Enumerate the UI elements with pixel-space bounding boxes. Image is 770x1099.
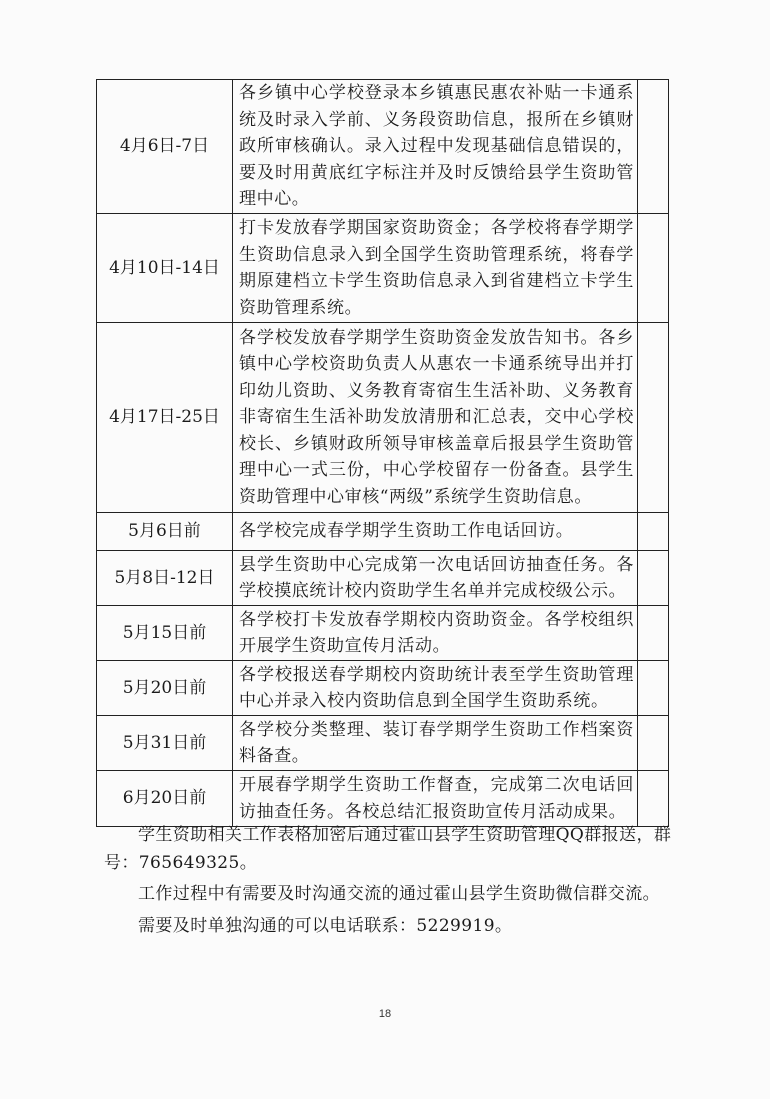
date-cell: 4月17日-25日	[97, 323, 233, 513]
remarks-cell	[638, 513, 669, 551]
date-cell: 5月6日前	[97, 513, 233, 551]
table-row	[97, 513, 669, 551]
task-cell: 县学生资助中心完成第一次电话回访抽查任务。各学校摸底统计校内资助学生名单并完成校级公示。	[233, 551, 638, 606]
footer-notes	[104, 822, 674, 940]
page-number: 18	[378, 1008, 392, 1020]
table-row	[97, 716, 669, 771]
task-cell: 各学校分类整理、装订春学期学生资助工作档案资料备查。	[233, 716, 638, 771]
remarks-cell	[638, 716, 669, 771]
wechat-group-note: 工作过程中有需要及时沟通交流的通过霍山县学生资助微信群交流。	[138, 884, 660, 904]
date-cell: 5月15日前	[97, 606, 233, 661]
remarks-cell	[638, 606, 669, 661]
task-cell: 各学校打卡发放春学期校内资助资金。各学校组织开展学生资助宣传月活动。	[233, 606, 638, 661]
remarks-cell	[638, 551, 669, 606]
table-row	[97, 771, 669, 827]
date-cell: 5月31日前	[97, 716, 233, 771]
task-cell: 各学校发放春学期学生资助资金发放告知书。各乡镇中心学校资助负责人从惠农一卡通系统导出并打印幼儿资助、义务教育寄宿生生活补助、义务教育非寄宿生生活补助发放清册和汇总表，交中心学校校长、乡镇财政所领导审核盖章后报县学生资助管理中心一式三份，中心学校留存一份备查。县学生资助管理中心审核“两级”系统学生资助信息。	[233, 323, 638, 513]
task-cell: 各乡镇中心学校登录本乡镇惠民惠农补贴一卡通系统及时录入学前、义务段资助信息，报所在乡镇财政所审核确认。录入过程中发现基础信息错误的，要及时用黄底红字标注并及时反馈给县学生资助管理中心。	[233, 80, 638, 214]
remarks-cell	[638, 661, 669, 716]
qq-group-note: 学生资助相关工作表格加密后通过霍山县学生资助管理QQ群报送，群号：765649325。	[104, 825, 672, 873]
table-row	[97, 606, 669, 661]
date-cell: 5月20日前	[97, 661, 233, 716]
remarks-cell	[638, 323, 669, 513]
phone-contact-note: 需要及时单独沟通的可以电话联系：5229919。	[138, 915, 513, 936]
date-cell: 4月10日-14日	[97, 214, 233, 323]
remarks-cell	[638, 80, 669, 214]
table-row	[97, 323, 669, 513]
table-row	[97, 80, 669, 214]
task-cell: 开展春学期学生资助工作督查，完成第二次电话回访抽查任务。各校总结汇报资助宣传月活动成果。	[233, 771, 638, 827]
task-cell: 各学校完成春学期学生资助工作电话回访。	[233, 513, 638, 551]
table-row	[97, 551, 669, 606]
remarks-cell	[638, 771, 669, 827]
date-cell: 5月8日-12日	[97, 551, 233, 606]
task-cell: 打卡发放春学期国家资助资金；各学校将春学期学生资助信息录入到全国学生资助管理系统，将春学期原建档立卡学生资助信息录入到省建档立卡学生资助管理系统。	[233, 214, 638, 323]
table-row	[97, 661, 669, 716]
remarks-cell	[638, 214, 669, 323]
schedule-table	[96, 79, 669, 827]
date-cell: 6月20日前	[97, 771, 233, 827]
date-cell: 4月6日-7日	[97, 80, 233, 214]
table-row	[97, 214, 669, 323]
task-cell: 各学校报送春学期校内资助统计表至学生资助管理中心并录入校内资助信息到全国学生资助系统。	[233, 661, 638, 716]
